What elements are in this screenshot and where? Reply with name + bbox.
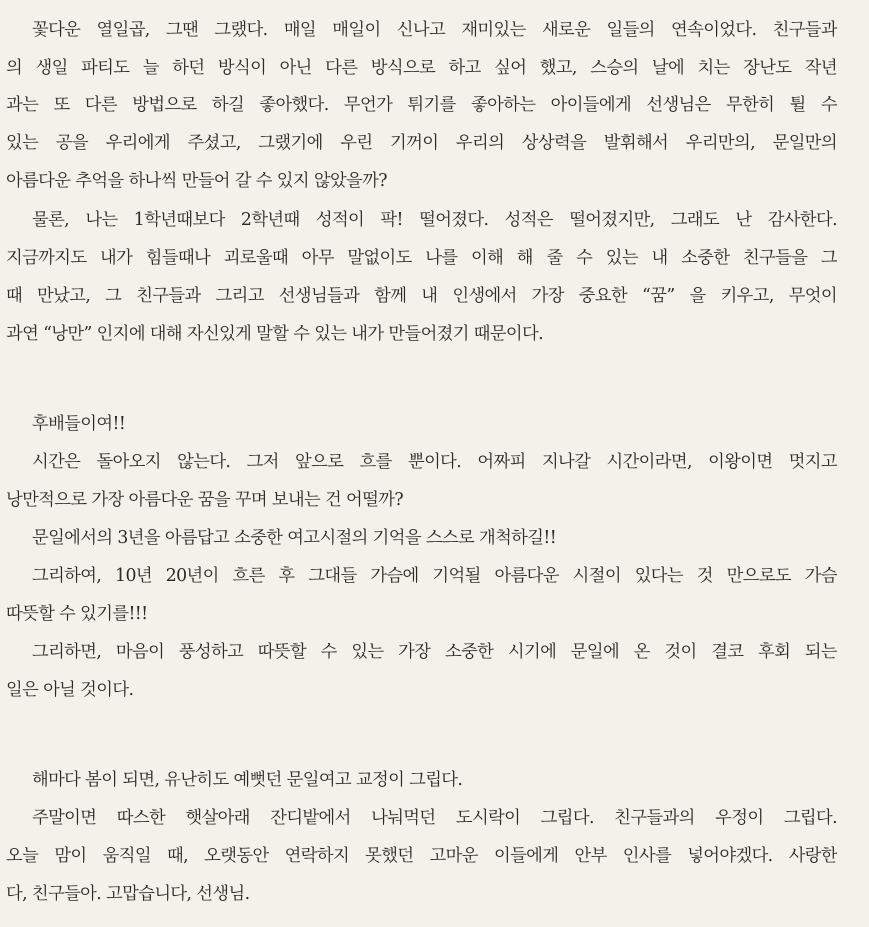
text-line: 따뜻할 수 있기를!!! [6, 604, 148, 624]
text-line: 그리하면, 마음이 풍성하고 따뜻할 수 있는 가장 소중한 시기에 문일에 온 것이 결코 후회 되는 [32, 642, 837, 662]
text-line: 해마다 봄이 되면, 유난히도 예뻣던 문일여고 교정이 그립다. [32, 770, 463, 790]
text-line: 의 생일 파티도 늘 하던 방식이 아닌 다른 방식으로 하고 싶어 했고, 스승의 날에 치는 장난도 작년 [6, 58, 837, 78]
text-line: 꽃다운 열일곱, 그땐 그랬다. 매일 매일이 신나고 재미있는 새로운 일들의 연속이었다. 친구들과 [32, 20, 837, 40]
text-line: 주말이면 따스한 햇살아래 잔디밭에서 나눠먹던 도시락이 그립다. 친구들과의 우정이 그립다. [32, 808, 837, 828]
text-line: 시간은 돌아오지 않는다. 그저 앞으로 흐를 뿐이다. 어짜피 지나갈 시간이라면, 이왕이면 멋지고 [32, 452, 837, 472]
text-line: 일은 아닐 것이다. [6, 680, 134, 700]
text-line: 아름다운 추억을 하나씩 만들어 갈 수 있지 않았을까? [6, 171, 387, 191]
text-line: 다, 친구들아. 고맙습니다, 선생님. [6, 884, 250, 904]
text-line: 오늘 맘이 움직일 때, 오랫동안 연락하지 못했던 고마운 이들에게 안부 인사를 넣어야겠다. 사랑한 [6, 846, 837, 866]
text-line: 후배들이여!! [32, 414, 126, 434]
text-line: 그리하여, 10년 20년이 흐른 후 그대들 가슴에 기억될 아름다운 시절이 있다는 것 만으로도 가슴 [32, 566, 837, 586]
text-line: 물론, 나는 1학년때보다 2학년때 성적이 팍! 떨어졌다. 성적은 떨어졌지만, 그래도 난 감사한다. [32, 210, 837, 230]
text-line: 때 만났고, 그 친구들과 그리고 선생님들과 함께 내 인생에서 가장 중요한 “꿈” 을 키우고, 무엇이 [6, 286, 837, 306]
text-line: 과연 “낭만” 인지에 대해 자신있게 말할 수 있는 내가 만들어졌기 때문이다. [6, 324, 544, 344]
text-line: 낭만적으로 가장 아름다운 꿈을 꾸며 보내는 건 어떨까? [6, 490, 403, 510]
text-line: 지금까지도 내가 힘들때나 괴로울때 아무 말없이도 나를 이해 해 줄 수 있는 내 소중한 친구들을 그 [6, 248, 837, 268]
text-line: 과는 또 다른 방법으로 하길 좋아했다. 무언가 튀기를 좋아하는 아이들에게 선생님은 무한히 튈 수 [6, 95, 837, 115]
text-line: 있는 공을 우리에게 주셨고, 그랬기에 우린 기꺼이 우리의 상상력을 발휘해서 우리만의, 문일만의 [6, 133, 837, 153]
text-line: 문일에서의 3년을 아름답고 소중한 여고시절의 기억을 스스로 개척하길!! [32, 528, 557, 548]
